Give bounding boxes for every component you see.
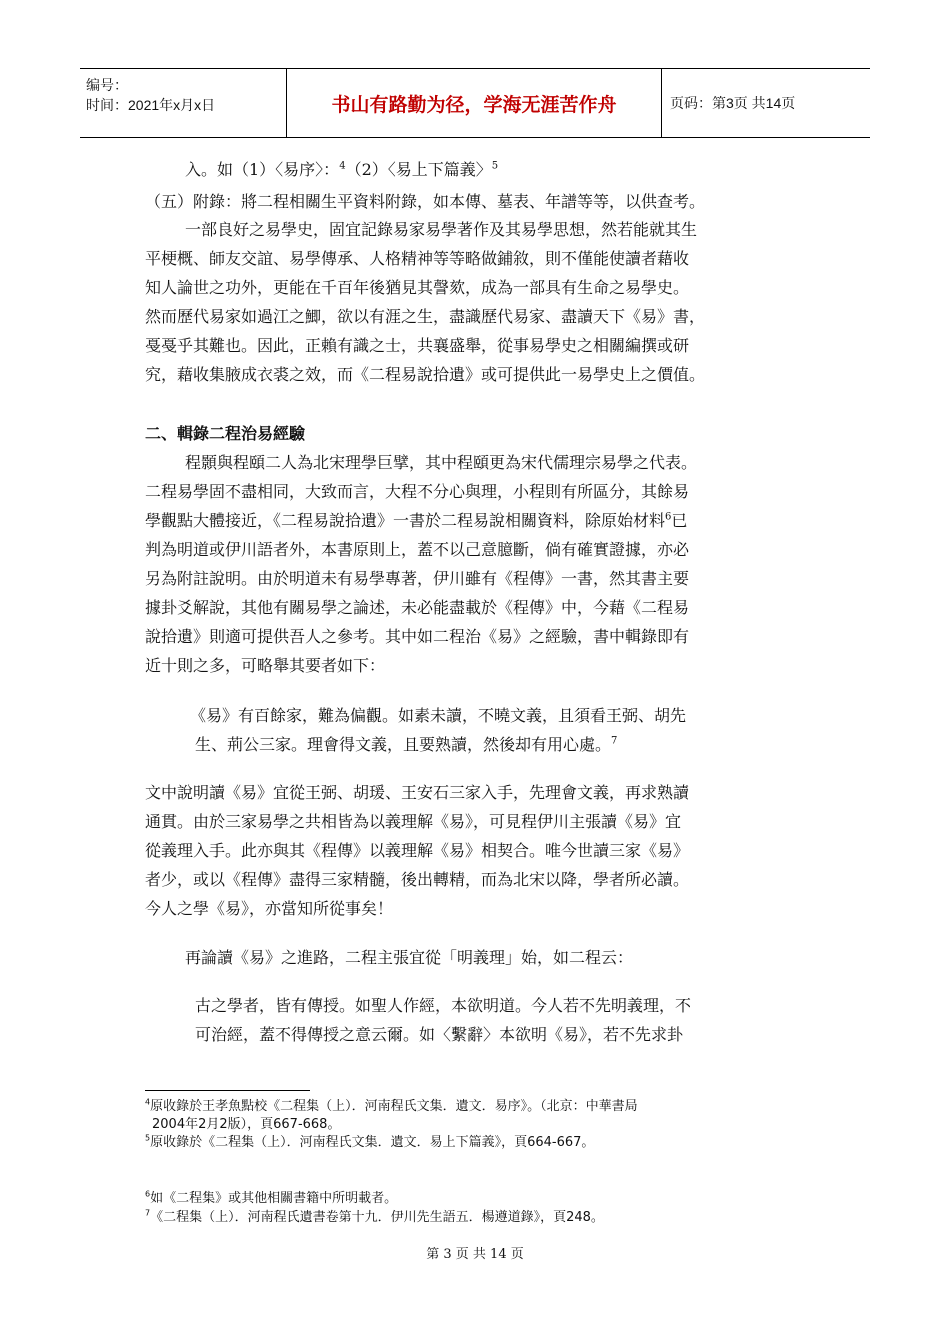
text-line: 今人之學《易》，亦當知所從事矣！ [145, 899, 394, 918]
text-line: 學觀點大體接近，《二程易說拾遺》一書於二程易說相關資料，除原始材料$^6$已 [145, 511, 688, 530]
footnote-ref: 5 [491, 160, 499, 172]
text-line: 判為明道或伊川語者外，本書原則上，蓋不以己意臆斷，倘有確實證據，亦必 [145, 540, 690, 559]
text-line: 戞戞乎其難也。因此，正賴有識之士，共襄盛舉，從事易學史之相關編撰或研 [145, 336, 690, 355]
text-line: 從義理入手。此亦與其《程傳》以義理解《易》相契合。唯今世讀三家《易》 [145, 841, 690, 860]
footnote-ref: 7 [611, 735, 618, 747]
text-line: 者少，或以《程傳》盡得三家精髓，後出轉精，而為北宋以降，學者所必讀。 [145, 870, 690, 889]
text-line: 平梗概、師友交誼、易學傳承、人格精神等等略做鋪敘，則不僅能使讀者藉收 [145, 249, 690, 268]
text-line: 二程易學固不盡相同，大致而言，大程不分心與理，小程則有所區分，其餘易 [145, 482, 690, 501]
footnote: $^4$原收錄於王孝魚點校《二程集（上）．河南程氏文集．遺文．易序》。（北京：中華書局 [145, 1097, 638, 1114]
footnote: $^6$如《二程集》或其他相關書籍中所明載者。 [145, 1189, 398, 1206]
text-line: （五）附錄：將二程相關生平資料附錄，如本傳、墓表、年譜等等，以供查考。 [145, 192, 706, 211]
page-footer: 第 3 页 共 14 页 [426, 1247, 524, 1262]
footnote-ref: 6 [665, 511, 672, 523]
text-line: 一部良好之易學史，固宜記錄易家易學著作及其易學思想，然若能就其生 [185, 220, 698, 239]
header-meta [80, 69, 286, 137]
header-number-label: 编号： [86, 77, 128, 93]
footnote-divider [145, 1090, 310, 1091]
footnote: 2004年2月2版），頁667-668。 [152, 1117, 341, 1132]
text-line: 再論讀《易》之進路，二程主張宜從「明義理」始，如二程云： [185, 948, 634, 967]
text-line: 知人論世之功外，更能在千百年後猶見其謦欬，成為一部具有生命之易學史。 [145, 278, 690, 297]
text-line: 究，藉收集腋成衣裘之效，而《二程易說拾遺》或可提供此一易學史上之價值。 [145, 365, 706, 384]
footnote: $^7$《二程集（上）．河南程氏遺書卷第十九．伊川先生語五．楊遵道錄》，頁248。 [145, 1208, 604, 1225]
header-page-label: 页码：第3页 共14页 [670, 95, 796, 111]
text-line: 入。如（1）〈易序〉：$^4$（2）〈易上下篇義〉$^5$ [185, 160, 499, 179]
text-line: 近十則之多，可略舉其要者如下： [145, 656, 386, 675]
section-heading: 二、輯錄二程治易經驗 [145, 424, 306, 443]
text-line: 程顥與程頤二人為北宋理學巨擘，其中程頤更為宋代儒理宗易學之代表。 [185, 453, 698, 472]
header-motto: 书山有路勤为径，学海无涯苦作舟 [286, 69, 662, 137]
text-line: 說拾遺》則適可提供吾人之參考。其中如二程治《易》之經驗，書中輯錄即有 [145, 627, 690, 646]
footnote: $^5$原收錄於《二程集（上）．河南程氏文集．遺文．易上下篇義》，頁664-667。 [145, 1133, 595, 1150]
text-line: 通貫。由於三家易學之共相皆為以義理解《易》，可見程伊川主張讀《易》宜 [145, 812, 682, 831]
block-quote-line: 《易》有百餘家，難為偏觀。如素未讀，不曉文義，且須看王弼、胡先 [190, 706, 687, 725]
footnote-ref: 4 [339, 160, 346, 172]
header-date-label: 时间：2021年x月x日 [86, 97, 216, 113]
block-quote-line: 生、荊公三家。理會得文義，且要熟讀，然後却有用心處。$^7$ [195, 735, 618, 754]
text-line: 另為附註說明。由於明道未有易學專著，伊川雖有《程傳》一書，然其書主要 [145, 569, 690, 588]
block-quote-line: 古之學者，皆有傳授。如聖人作經，本欲明道。今人若不先明義理，不 [195, 996, 692, 1015]
text-line: 文中說明讀《易》宜從王弼、胡瑗、王安石三家入手，先理會文義，再求熟讀 [145, 783, 690, 802]
block-quote-line: 可治經，蓋不得傳授之意云爾。如〈繫辭〉本欲明《易》，若不先求卦 [195, 1025, 684, 1044]
page-header [80, 68, 870, 138]
text-line: 據卦爻解說，其他有關易學之論述，未必能盡載於《程傳》中，今藉《二程易 [145, 598, 690, 617]
text-line: 然而歷代易家如過江之鯽，欲以有涯之生，盡識歷代易家、盡讀天下《易》書， [145, 307, 706, 326]
